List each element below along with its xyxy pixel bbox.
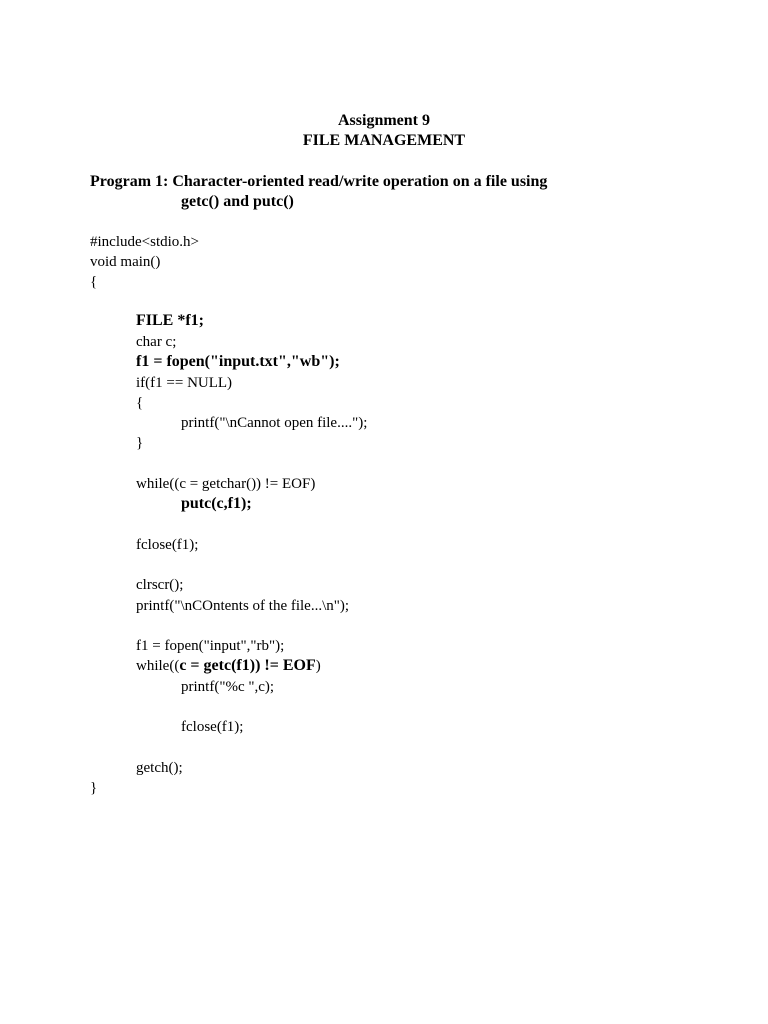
code-close-brace: } — [90, 780, 98, 796]
code-while-getchar: while((c = getchar()) != EOF) — [136, 476, 316, 492]
code-open-brace: { — [90, 274, 98, 290]
code-fclose-second: fclose(f1); — [181, 719, 244, 735]
code-fopen-read: f1 = fopen("input","rb"); — [136, 638, 285, 654]
code-include: #include<stdio.h> — [90, 234, 199, 250]
code-if-null: if(f1 == NULL) — [136, 375, 233, 391]
code-clrscr: clrscr(); — [136, 577, 184, 593]
code-while-getc-prefix: while(( — [136, 658, 180, 674]
code-while-getc-condition: c = getc(f1)) != EOF — [179, 657, 316, 674]
code-main-signature: void main() — [90, 254, 161, 270]
code-char-declaration: char c; — [136, 334, 177, 350]
code-while-getc-suffix: ) — [315, 658, 321, 674]
code-if-close-brace: } — [136, 435, 144, 451]
code-while-getc — [136, 657, 321, 675]
program-heading-line2: getc() and putc() — [181, 193, 294, 210]
code-fopen-write: f1 = fopen("input.txt","wb"); — [136, 353, 340, 370]
code-putc: putc(c,f1); — [181, 495, 252, 512]
code-printf-char: printf("%c ",c); — [181, 679, 275, 695]
code-file-declaration: FILE *f1; — [136, 312, 204, 329]
code-printf-cannot-open: printf("\nCannot open file...."); — [181, 415, 368, 431]
assignment-subject: FILE MANAGEMENT — [302, 132, 466, 149]
code-fclose-first: fclose(f1); — [136, 537, 199, 553]
code-if-open-brace: { — [136, 395, 144, 411]
code-printf-contents: printf("\nCOntents of the file...\n"); — [136, 598, 350, 614]
assignment-title: Assignment 9 — [337, 112, 430, 129]
program-heading-line1: Program 1: Character-oriented read/write operation on a file using — [90, 173, 548, 190]
code-getch: getch(); — [136, 760, 183, 776]
